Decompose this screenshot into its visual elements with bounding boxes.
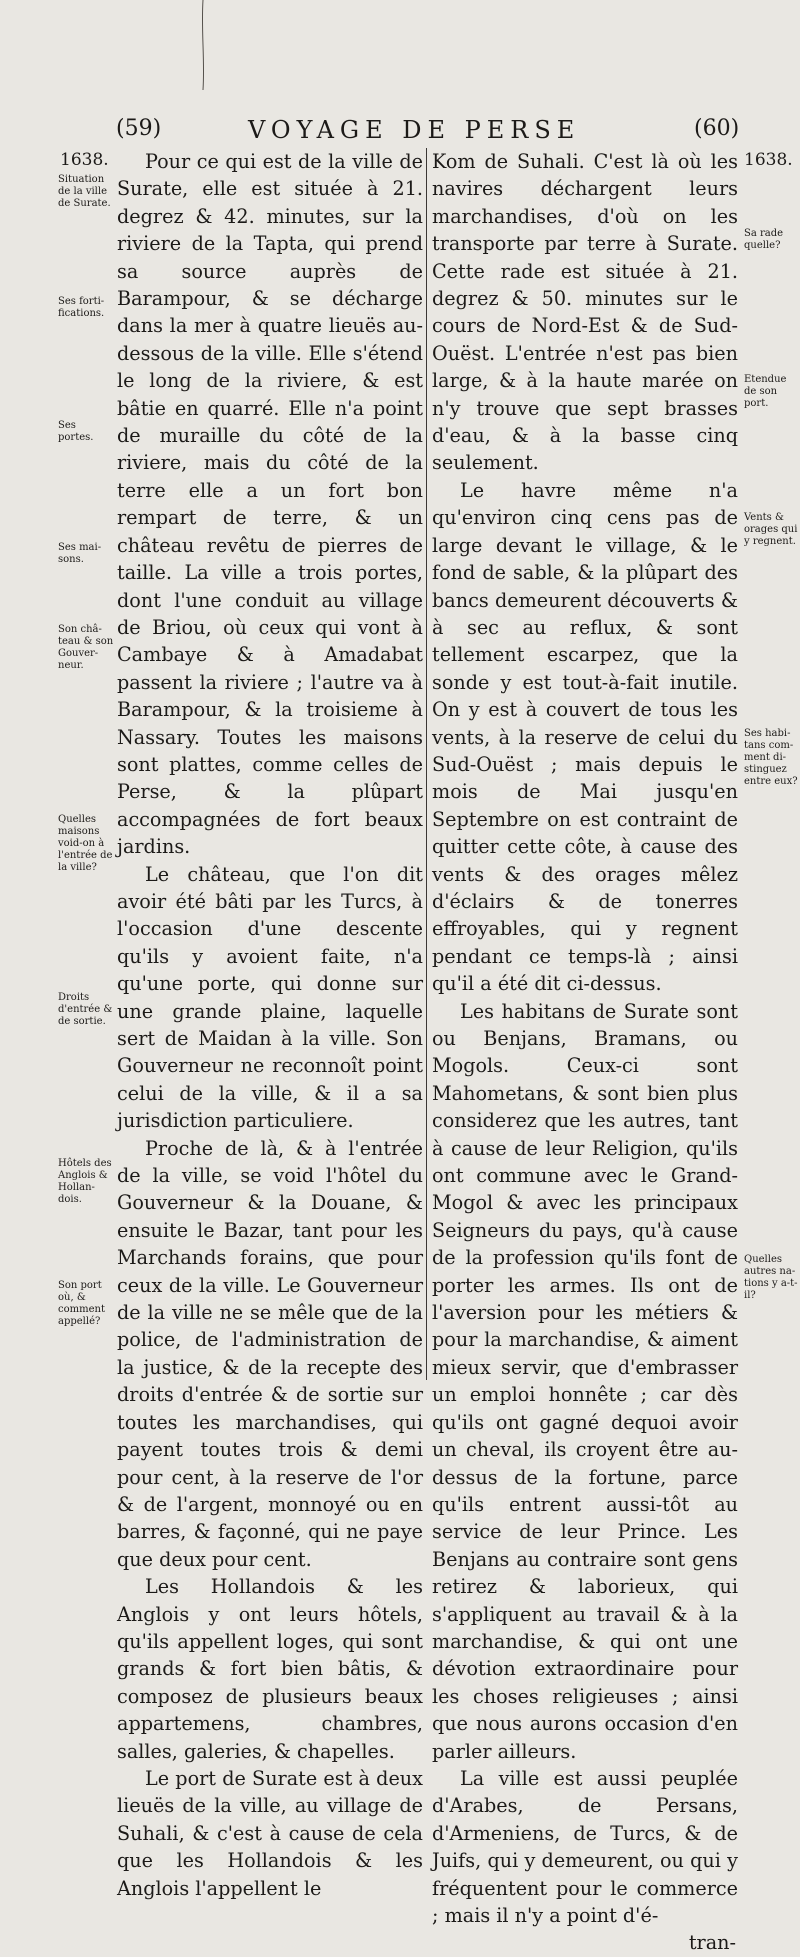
margin-note: Ses mai-sons.	[58, 542, 102, 565]
margin-year-left: 1638.	[60, 150, 109, 170]
margin-note: Ses forti-fications.	[58, 296, 105, 319]
page-edge-mark	[200, 0, 206, 90]
paragraph: Pour ce qui est de la ville de Surate, elle est située à 21. degrez & 42. minutes, sur la riviere de la Tapta, qui prend sa source auprès de Barampour, & se décharge dans la mer à quatre lieuës au-dessous de la ville. Elle s'étend le long de la riviere, & est bâtie en quarré. Elle n'a point de muraille du côté de la riviere, mais du côté de la terre elle a un fort bon rempart de terre, & un château revêtu de pierres de taille. La ville a trois portes, dont l'une conduit au village de Briou, où ceux qui vont à Cambaye & à Amadabat passent la riviere ; l'autre va à Barampour, & la troisieme à Nassary. Toutes les maisons sont plattes, comme celles de Perse, & la plûpart accompagnées de fort beaux jardins.	[117, 150, 423, 859]
margin-note: Vents & orages qui y regnent.	[744, 512, 798, 547]
margin-note: Quelles maisons void-on à l'entrée de la ville?	[58, 814, 113, 873]
margin-note: Ses habi-tans com-ment di-stinguez entre eux?	[744, 728, 798, 787]
margin-note: Hôtels des Anglois & Hollan-dois.	[58, 1158, 112, 1205]
page-number-right: (60)	[694, 116, 740, 141]
page-number-left: (59)	[116, 116, 162, 141]
running-title: VOYAGE DE PERSE	[248, 116, 581, 144]
margin-note: Quelles autres na-tions y a-t-il?	[744, 1254, 798, 1301]
margin-note: Ses portes.	[58, 420, 94, 443]
paragraph: Kom de Suhali. C'est là où les navires déchargent leurs marchandises, d'où on les transporte par terre à Surate. Cette rade est située à 21. degrez & 50. minutes sur le cours de Nord-Est & de Sud-Ouëst. L'entrée n'est pas bien large, & à la haute marée on n'y trouve que sept brasses d'eau, & à la basse cinq seulement.	[432, 150, 738, 475]
left-column	[117, 148, 423, 1902]
page-header	[0, 110, 800, 150]
margin-year-right: 1638.	[744, 150, 793, 170]
paragraph: Proche de là, & à l'entrée de la ville, se void l'hôtel du Gouverneur & la Douane, & ensuite le Bazar, tant pour les Marchands forains, que pour ceux de la ville. Le Gouverneur de la ville ne se mêle que de la police, de l'administration de la justice, & de la recepte des droits d'entrée & de sortie sur toutes les marchandises, qui payent toutes trois & demi pour cent, à la reserve de l'or & de l'argent, monnoyé ou en barres, & façonné, qui ne paye que deux pour cent.	[117, 1136, 423, 1571]
paragraph: Le château, que l'on dit avoir été bâti par les Turcs, à l'occasion d'une descente qu'ils y avoient faite, n'a qu'une porte, qui donne sur une grande plaine, laquelle sert de Maidan à la ville. Son Gouverneur ne reconnoît point celui de la ville, & il a sa jurisdiction particuliere.	[117, 862, 423, 1133]
paragraph: Les habitans de Surate sont ou Benjans, Bramans, ou Mogols. Ceux-ci sont Mahometans, & sont bien plus considerez que les autres, tant à cause de leur Religion, qu'ils ont commune avec le Grand-Mogol & avec les principaux Seigneurs du pays, qu'à cause de la profession qu'ils font de porter les armes. Ils ont de l'aversion pour les métiers & pour la marchandise, & aiment mieux servir, que d'embrasser un emploi honnête ; car dès qu'ils ont gagné dequoi avoir un cheval, ils croyent être au-dessus de la fortune, parce qu'ils entrent aussi-tôt au service de leur Prince. Les Benjans au contraire sont gens retirez & laborieux, qui s'appliquent au travail & à la marchandise, & qui ont une dévotion extraordinaire pour les choses religieuses ; ainsi que nous aurons occasion d'en parler ailleurs.	[432, 999, 738, 1763]
margin-note: Droits d'entrée & de sortie.	[58, 992, 113, 1027]
paragraph: Le port de Surate est à deux lieuës de la ville, au village de Suhali, & c'est à cause de cela que les Hollandois & les Anglois l'appellent le	[117, 1766, 423, 1900]
margin-note: Situation de la ville de Surate.	[58, 174, 111, 209]
catchword: tran-	[688, 1931, 736, 1955]
paragraph: La ville est aussi peuplée d'Arabes, de Persans, d'Armeniens, de Turcs, & de Juifs, qui y demeurent, ou qui y fréquentent pour le commerce ; mais il n'y a point d'é-	[432, 1766, 738, 1927]
paragraph: Les Hollandois & les Anglois y ont leurs hôtels, qu'ils appellent loges, qui sont grands & fort bien bâtis, & composez de plusieurs beaux appartemens, chambres, salles, galeries, & chapelles.	[117, 1575, 423, 1763]
margin-note: Son port où, & comment appellé?	[58, 1280, 105, 1327]
margin-note: Etendue de son port.	[744, 374, 787, 409]
margin-note: Son châ-teau & son Gouver-neur.	[58, 624, 114, 671]
margin-note: Sa rade quelle?	[744, 228, 784, 251]
paragraph: Le havre même n'a qu'environ cinq cens pas de large devant le village, & le fond de sable, & la plûpart des bancs demeurent découverts & à sec au reflux, & sont tellement escarpez, que la sonde y est tout-à-fait inutile. On y est à couvert de tous les vents, à la reserve de celui du Sud-Ouëst ; mais depuis le mois de Mai jusqu'en Septembre on est contraint de quitter cette côte, à cause des vents & des orages mêlez d'éclairs & de tonerres effroyables, qui y regnent pendant ce temps-là ; ainsi qu'il a été dit ci-dessus.	[432, 478, 738, 996]
right-column	[432, 148, 738, 1957]
column-divider	[426, 148, 427, 1380]
